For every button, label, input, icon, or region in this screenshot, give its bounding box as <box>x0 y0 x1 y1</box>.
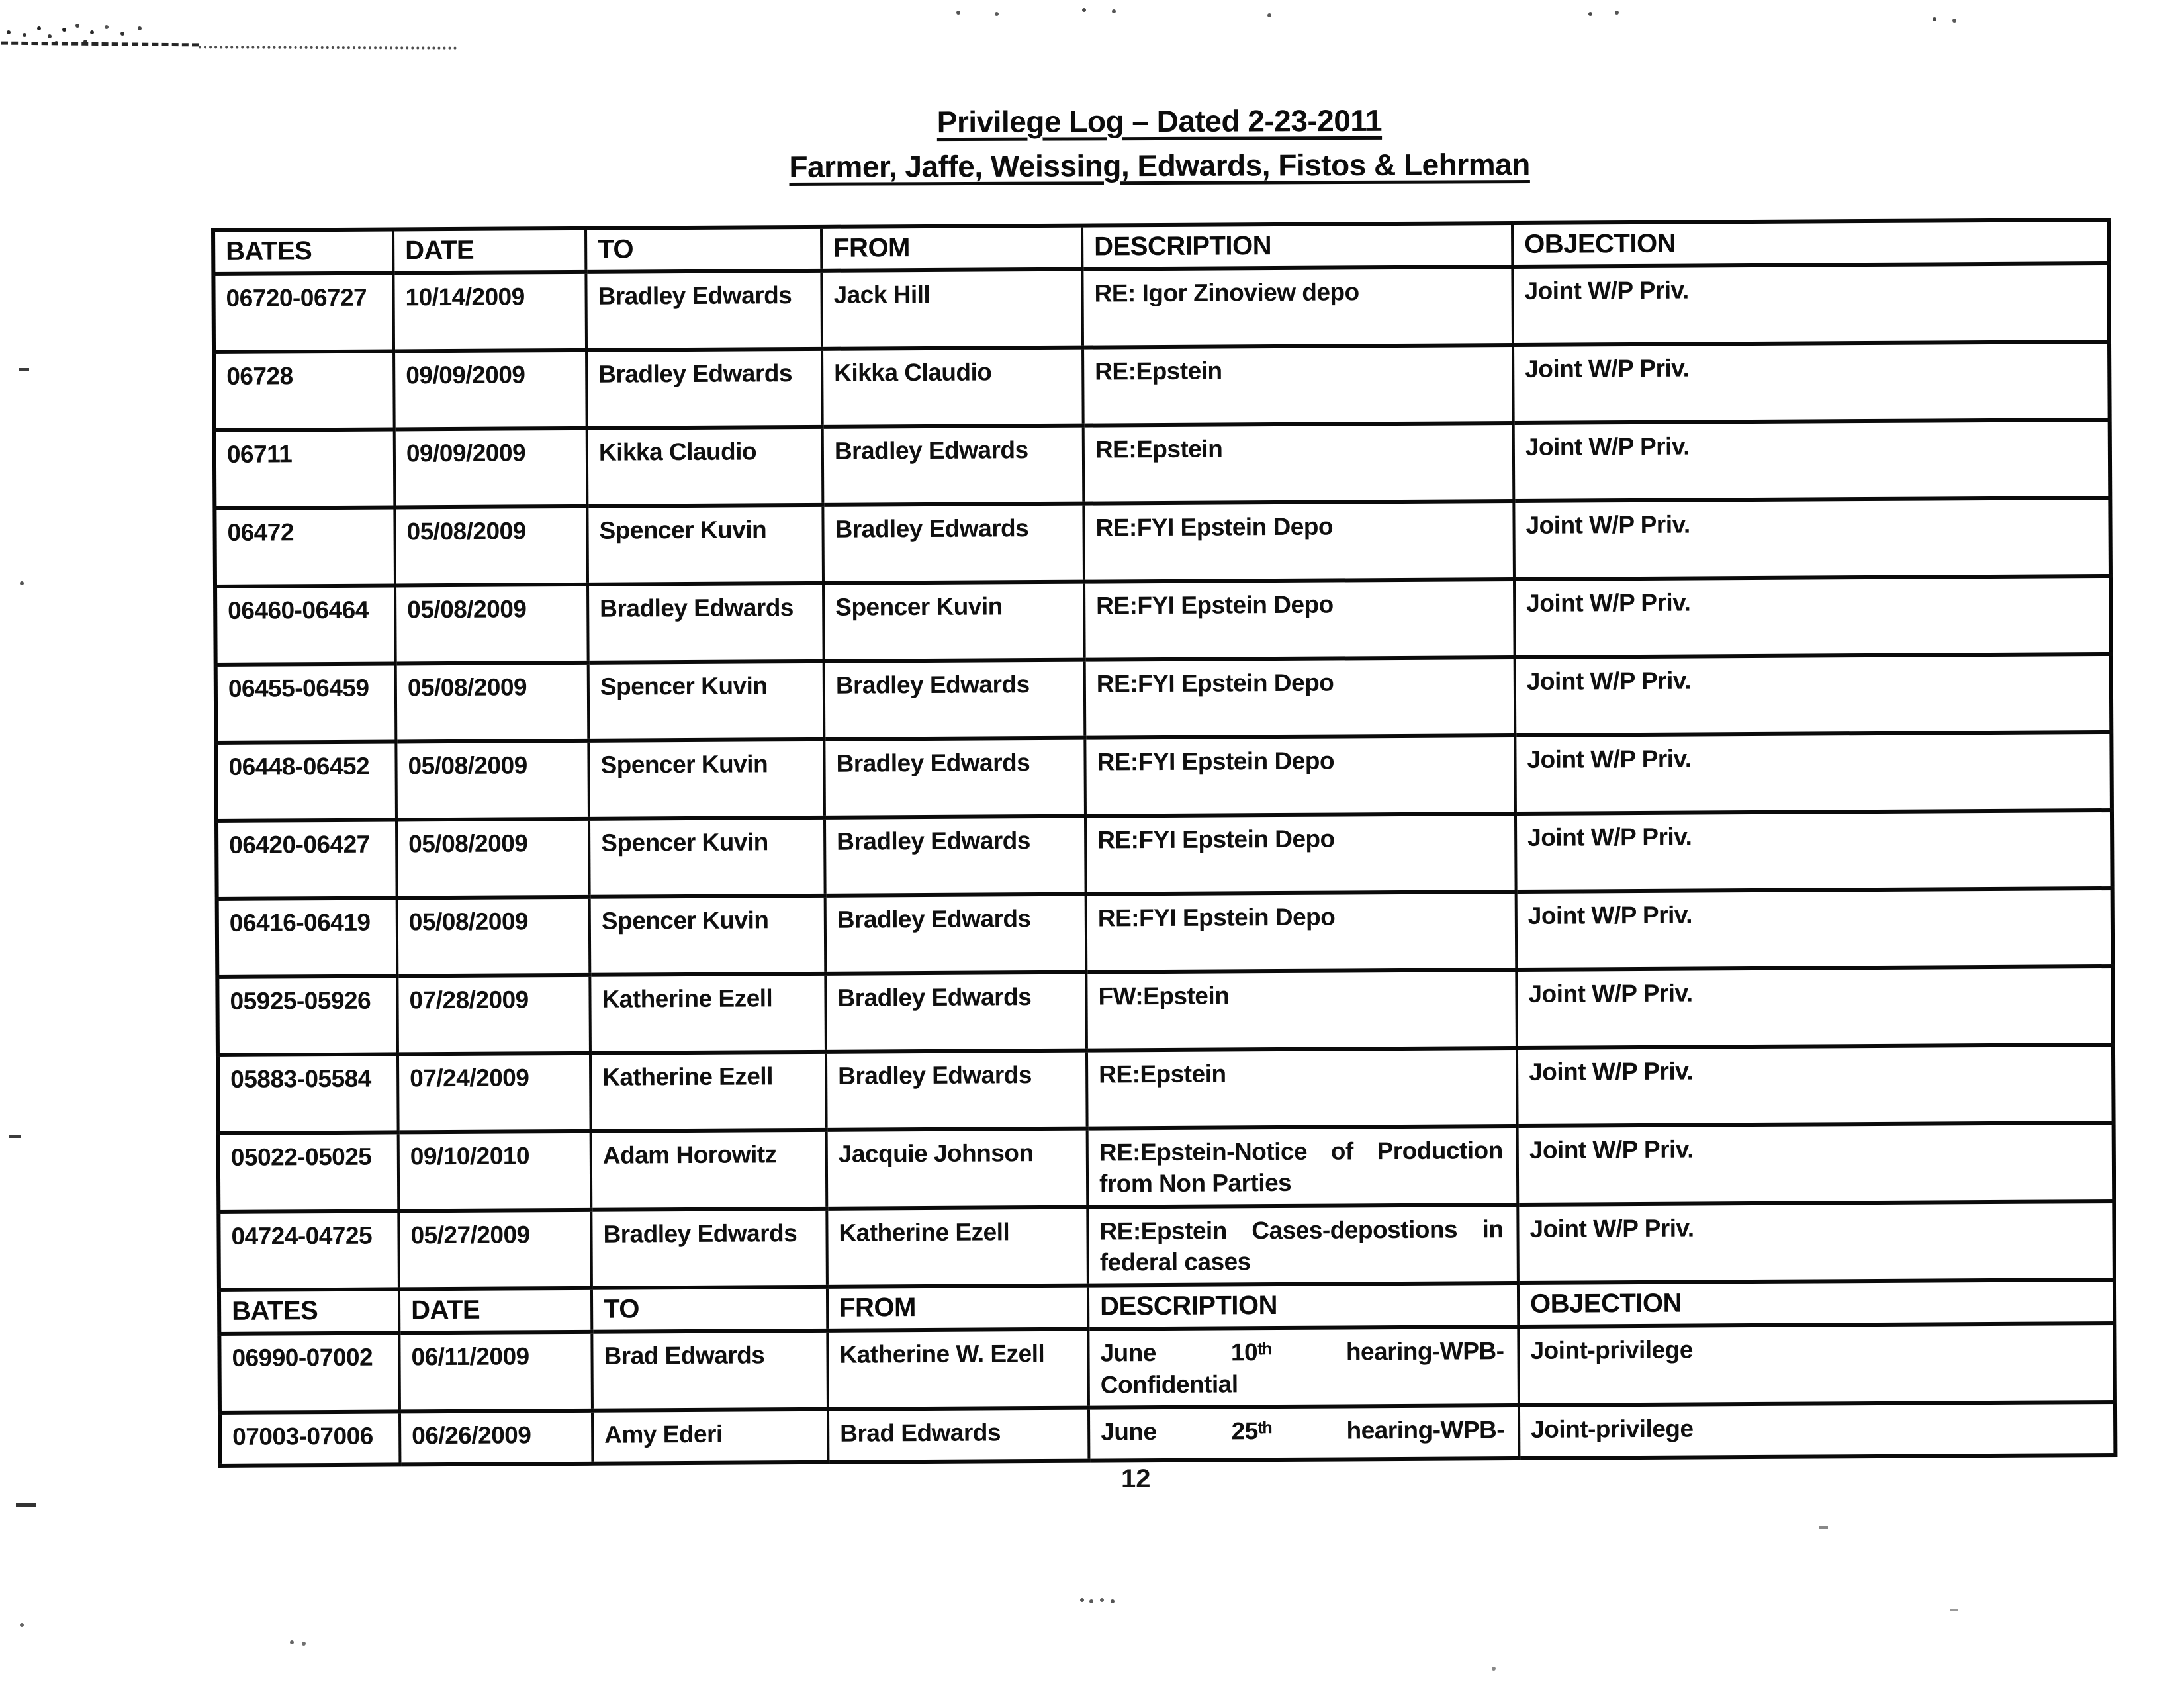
cell-objection: Joint W/P Priv. <box>1516 888 2113 970</box>
column-header-description-repeat: DESCRIPTION <box>1088 1283 1518 1329</box>
cell-from: Bradley Edwards <box>825 972 1087 1052</box>
cell-to: Bradley Edwards <box>586 271 822 350</box>
cell-bates: 04724-04725 <box>218 1211 399 1290</box>
cell-bates: 06420-06427 <box>216 820 397 899</box>
column-header-bates: BATES <box>213 229 393 274</box>
cell-date: 07/24/2009 <box>398 1053 591 1133</box>
table-row <box>220 1402 2115 1466</box>
cell-bates: 07003-07006 <box>220 1412 400 1466</box>
scan-artifact <box>956 11 960 15</box>
scan-artifact <box>19 368 29 371</box>
cell-objection: Joint W/P Priv. <box>1513 342 2110 423</box>
scan-artifact <box>1950 1609 1958 1611</box>
cell-to: Katherine Ezell <box>590 974 826 1053</box>
cell-to: Katherine Ezell <box>590 1052 827 1131</box>
column-header-objection-repeat: OBJECTION <box>1518 1280 2115 1327</box>
cell-date: 10/14/2009 <box>393 272 586 352</box>
cell-objection: Joint W/P Priv. <box>1518 1123 2115 1205</box>
cell-objection: Joint W/P Priv. <box>1518 1201 2115 1284</box>
cell-bates: 05022-05025 <box>218 1132 399 1211</box>
cell-date: 09/10/2010 <box>398 1131 592 1211</box>
scan-artifact <box>9 1135 21 1138</box>
cell-to: Bradley Edwards <box>586 349 823 428</box>
cell-date: 05/08/2009 <box>395 585 588 664</box>
table-row <box>214 420 2111 508</box>
cell-description: RE:FYI Epstein Depo <box>1085 814 1516 894</box>
cell-to: Kikka Claudio <box>587 427 823 506</box>
cell-description: RE:Epstein <box>1083 423 1514 504</box>
cell-from: Katherine W. Ezell <box>827 1329 1089 1409</box>
cell-date: 05/08/2009 <box>397 897 590 976</box>
cell-objection: Joint-privilege <box>1519 1402 2115 1458</box>
column-header-from: FROM <box>821 226 1082 271</box>
cell-date: 09/09/2009 <box>394 350 587 430</box>
cell-bates: 06472 <box>214 507 395 586</box>
cell-description: June 25ᵗʰ hearing-WPB- <box>1089 1405 1519 1461</box>
document-title: Privilege Log – Dated 2-23-2011 <box>936 103 1383 140</box>
cell-to: Adam Horowitz <box>591 1130 827 1210</box>
scan-artifact <box>20 1623 24 1627</box>
cell-bates: 06416-06419 <box>217 898 398 977</box>
cell-bates: 06728 <box>214 351 394 430</box>
cell-description: RE:FYI Epstein Depo <box>1085 735 1516 816</box>
table-body-main <box>213 263 2115 1290</box>
cell-to: Spencer Kuvin <box>588 739 825 819</box>
cell-date: 05/08/2009 <box>394 506 588 586</box>
cell-objection: Joint W/P Priv. <box>1517 1045 2114 1126</box>
cell-to: Amy Ederi <box>592 1409 828 1464</box>
page-number: 12 <box>1121 1464 1151 1493</box>
cell-from: Bradley Edwards <box>825 894 1087 974</box>
cell-to: Spencer Kuvin <box>590 896 826 975</box>
cell-from: Kikka Claudio <box>822 348 1083 427</box>
cell-description: June 10ᵗʰ hearing-WPB-Confidential <box>1088 1327 1519 1407</box>
cell-objection: Joint W/P Priv. <box>1512 263 2109 345</box>
cell-objection: Joint W/P Priv. <box>1515 732 2112 814</box>
cell-date: 05/08/2009 <box>396 741 589 820</box>
privilege-log-table-container <box>211 218 2113 1468</box>
column-header-description: DESCRIPTION <box>1082 223 1512 269</box>
cell-date: 05/08/2009 <box>396 819 590 898</box>
table-row <box>218 1045 2114 1133</box>
cell-description: RE:FYI Epstein Depo <box>1086 892 1517 972</box>
scan-artifact <box>20 581 24 585</box>
cell-bates: 06448-06452 <box>216 741 396 821</box>
table-row <box>214 342 2110 430</box>
column-header-date-repeat: DATE <box>399 1288 592 1333</box>
column-header-objection: OBJECTION <box>1512 220 2109 267</box>
cell-bates: 06460-06464 <box>215 585 396 665</box>
scan-artifact <box>1492 1667 1496 1671</box>
table-body-second <box>219 1323 2115 1466</box>
table-row <box>218 1201 2115 1291</box>
cell-objection: Joint W/P Priv. <box>1514 420 2111 501</box>
cell-date: 05/08/2009 <box>396 663 589 742</box>
cell-description: RE:FYI Epstein Depo <box>1085 657 1516 738</box>
table-row <box>217 966 2113 1055</box>
cell-from: Bradley Edwards <box>826 1051 1087 1130</box>
cell-bates: 06711 <box>214 429 395 508</box>
cell-to: Spencer Kuvin <box>587 505 823 585</box>
cell-date: 09/09/2009 <box>394 428 588 508</box>
cell-description: RE:FYI Epstein Depo <box>1084 579 1515 660</box>
cell-description: RE: Igor Zinoview depo <box>1082 267 1513 348</box>
cell-from: Bradley Edwards <box>823 504 1084 583</box>
cell-objection: Joint W/P Priv. <box>1515 654 2112 735</box>
cell-description: RE:Epstein <box>1083 345 1514 426</box>
scan-artifact <box>7 30 11 34</box>
cell-description: RE:Epstein-Notice of Production from Non Parties <box>1087 1126 1518 1207</box>
table-row <box>214 498 2111 586</box>
table-row <box>219 1323 2115 1413</box>
cell-to: Bradley Edwards <box>591 1209 827 1289</box>
column-header-to: TO <box>586 227 821 272</box>
cell-description: RE:Epstein Cases-depostions in federal cases <box>1087 1205 1518 1286</box>
cell-date: 07/28/2009 <box>397 975 590 1055</box>
table-row <box>216 732 2112 821</box>
document-title-block <box>212 96 2107 191</box>
column-header-to-repeat: TO <box>592 1287 827 1332</box>
scan-artifact <box>1 42 199 47</box>
scan-artifact <box>290 1640 294 1644</box>
cell-objection: Joint W/P Priv. <box>1514 576 2111 657</box>
cell-date: 06/26/2009 <box>400 1411 592 1465</box>
cell-objection: Joint-privilege <box>1518 1323 2115 1405</box>
table-row <box>216 654 2112 743</box>
law-firm-name: Farmer, Jaffe, Weissing, Edwards, Fistos & Lehrman <box>789 146 1530 184</box>
column-header-from-repeat: FROM <box>827 1286 1088 1331</box>
cell-date: 05/27/2009 <box>398 1210 592 1289</box>
table-row <box>216 810 2113 899</box>
cell-description: RE:FYI Epstein Depo <box>1083 501 1514 582</box>
cell-from: Jack Hill <box>821 269 1083 349</box>
table-row <box>217 888 2113 977</box>
cell-bates: 05883-05584 <box>218 1054 398 1133</box>
column-header-date: DATE <box>393 228 586 273</box>
cell-description: RE:Epstein <box>1087 1048 1518 1129</box>
table-row <box>213 263 2109 352</box>
scan-artifact <box>199 46 457 49</box>
cell-from: Bradley Edwards <box>823 426 1084 505</box>
cell-bates: 06720-06727 <box>213 273 394 352</box>
cell-to: Bradley Edwards <box>588 583 824 663</box>
scan-artifact <box>1819 1526 1828 1529</box>
table-row <box>215 576 2111 665</box>
cell-objection: Joint W/P Priv. <box>1516 966 2113 1048</box>
cell-description: FW:Epstein <box>1086 970 1517 1051</box>
scan-artifact <box>1080 1598 1084 1602</box>
cell-objection: Joint W/P Priv. <box>1516 810 2113 892</box>
cell-to: Spencer Kuvin <box>588 661 825 741</box>
cell-from: Spencer Kuvin <box>823 582 1085 661</box>
cell-to: Spencer Kuvin <box>589 818 825 897</box>
cell-from: Katherine Ezell <box>827 1207 1088 1287</box>
cell-to: Brad Edwards <box>592 1331 828 1411</box>
cell-from: Bradley Edwards <box>824 738 1085 818</box>
cell-from: Brad Edwards <box>828 1408 1089 1462</box>
scan-artifact <box>16 1503 36 1507</box>
privilege-log-table <box>211 218 2117 1468</box>
cell-bates: 06990-07002 <box>219 1333 400 1413</box>
cell-from: Jacquie Johnson <box>827 1129 1088 1209</box>
cell-bates: 05925-05926 <box>217 976 398 1055</box>
table-row <box>218 1123 2115 1212</box>
cell-objection: Joint W/P Priv. <box>1514 498 2111 579</box>
cell-date: 06/11/2009 <box>399 1332 592 1411</box>
cell-from: Bradley Edwards <box>825 816 1086 896</box>
cell-from: Bradley Edwards <box>824 660 1085 739</box>
cell-bates: 06455-06459 <box>216 663 396 743</box>
column-header-bates-repeat: BATES <box>219 1289 399 1335</box>
